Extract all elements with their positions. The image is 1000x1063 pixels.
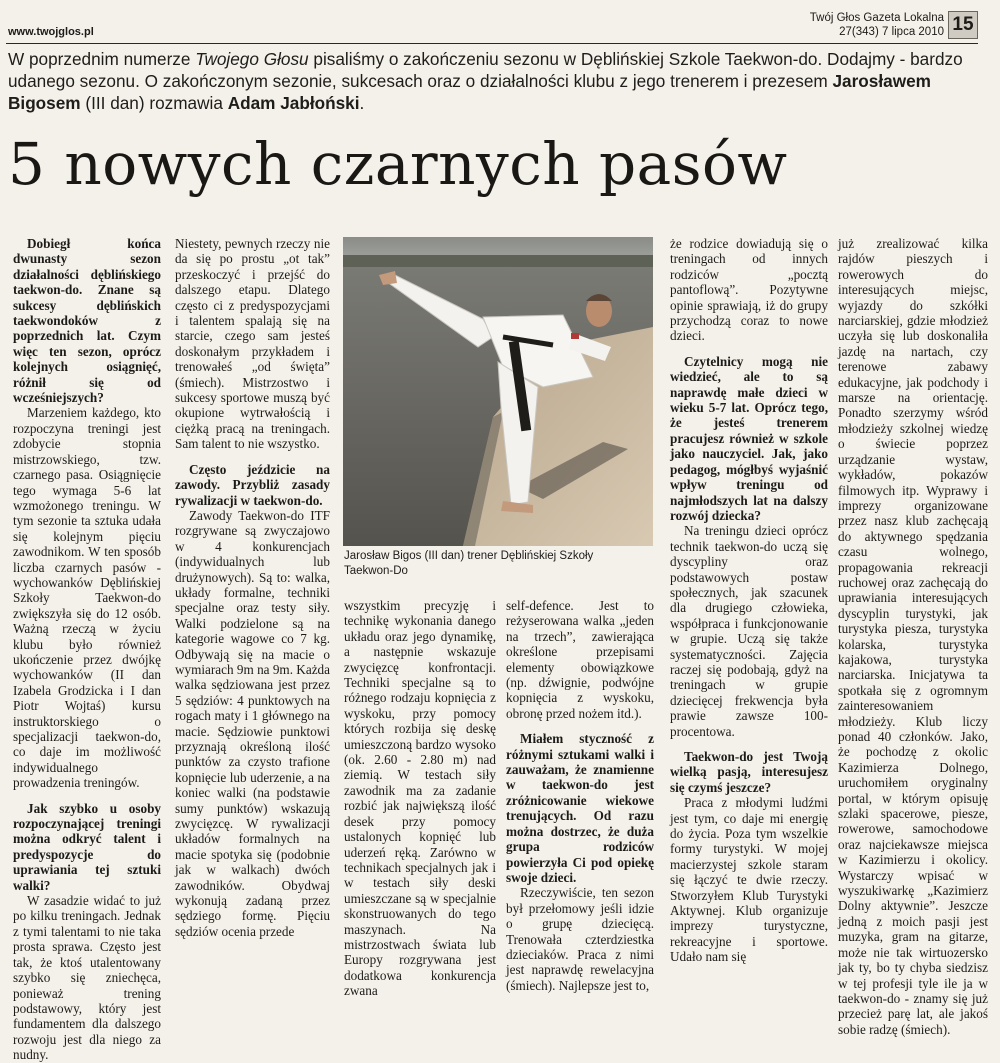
lead-text: pisaliśmy o zakończeniu sezonu w Dęblińskiej Szkole Taekwon-do. Dodajmy - bardzo udanego sezonu. O zakończonym sezonie, sukcesach oraz o działalności klubu z jego trenerem i prezesem [8,49,963,91]
lead-author: Adam Jabłoński [227,93,360,113]
text-column-3 [344,598,496,999]
lead-text: . [359,93,365,113]
question: Dobiegł końca dwunasty sezon działalności dęblińskiego taekwon-do. Znane są sukcesy dęblińskich taekwondoków z poprzednich lat. Czym więc ten sezon, oprócz kolejnych osiągnięć, różnił się od wcześniejszych? [13,236,161,406]
question: Często jeździcie na zawody. Przybliż zasady rywalizacji w taekwon-do. [175,461,330,508]
answer: Niestety, pewnych rzeczy nie da się po prostu „ot tak” przeskoczyć i przejść do dalszego etapu. Dlatego często ci z predyspozycjami i talentem spalają się na starcie, czego sam jesteś doskonałym przykładem i trenowałeś „od święta” (śmiech). Mistrzostwo i sukcesy sportowe muszą być okupione wytrwałością i ciężką pracą na treningach. Sam talent to nie wszystko. [175,236,330,452]
text-column-4 [506,598,654,993]
text-column-1 [13,236,161,1063]
answer: Na treningu dzieci oprócz technik taekwon-do uczą się dyscypliny oraz podstawowych postaw społecznych, jak szacunek dla drugiego człowieka, współpraca i funkcjonowanie w grupie. Uczą się także systematyczności. Zajęcia raczej się podobają, gdyż na treningach w grupie dziecięcej frekwencja była prawie zawsze 100-procentowa. [670,523,828,739]
lead-paper-name: Twojego Głosu [195,49,309,69]
photo-illustration [343,237,653,546]
karate-kick-photo [343,237,653,546]
answer: W zasadzie widać to już po kilku treningach. Jednak z tymi talentami to nie taka prosta sprawa. Często jest tak, że ktoś utalentowany szybko się zniechęca, ponieważ trening podstawowy, który jest fundamentem dla dalszego rozwoju jest dla niego za nudny. [13,893,161,1063]
article-headline: 5 nowych czarnych pasów [8,130,788,198]
page-number: 15 [948,11,978,39]
question: Miałem styczność z różnymi sztukami walki i zauważam, że znamienne w taekwon-do jest zróżnicowanie wiekowe trenujących. Od razu można dostrzec, że duża grupa rodziców powierzyła Ci pod opiekę swoje dzieci. [506,731,654,885]
answer: wszystkim precyzję i technikę wykonania danego układu oraz jego dynamikę, a następnie wskazuje zwycięzcę konfrontacji. Techniki specjalne są to różnego rodzaju kopnięcia z wyskoku, przy pomocy których rozbija się deskę umieszczoną bardzo wysoko (ok. 2.60 - 2.80 m) nad ziemią. W testach siły zawodnik ma za zadanie rozbić jak największą ilość desek przy pomocy ustalonych kopnięć lub uderzeń ręką. Zarówno w technikach specjalnych jak i w testach siły deski umieszczane są w specjalnie skonstruowanych do tego maszynach. Na mistrzostwach świata lub Europy rozgrywana jest dodatkowa konkurencja zwana [344,598,496,999]
text-column-6 [838,236,988,1037]
answer: już zrealizować kilka rajdów pieszych i rowerowych do interesujących miejsc, wyjazdy do szkółki narciarskiej, gdzie młodzież uczyła się lub doskonaliła jazdę na nartach, czy terenowe zabawy edukacyjne, jak podchody i marsze na orientację. Ponadto szerzymy wśród młodzieży szkolnej wiedzę o świecie poprzez urządzanie wystaw, wykładów, pokazów filmowych itp. Wyprawy i imprezy organizowane przez nasz klub zachęcają do aktywnego spędzania czasu wolnego, propagowania rekreacji ruchowej oraz zachęcają do uprawiania interesujących dyscyplin turystyki, jak turystyka piesza, turystyka kolarska, turystyka kajakowa, turystyka narciarska. Inicjatywa ta spotkała się z ogromnym zainteresowaniem młodzieży. Klub liczy ponad 40 członków. Jako, że pochodzę z okolic Kazimierza Dolnego, uruchomiłem oryginalny portal, w którym opisuję szlaki spacerowe, piesze, rowerowe, samochodowe oraz najciekawsze miejsca w Kazimierzu i okolicy. Wystarczy wpisać w wyszukiwarkę „Kazimierz Dolny aktywnie”. Jeszcze jedną z moich pasji jest muzyka, gram na gitarze, może nie tak wirtuozersko jak ty, bo ty chyba siedzisz w tej profesji tyle ile ja w taekwon-do - znamy się już przecież parę lat, ale jakoś sobie radzę (śmiech). [838,236,988,1037]
article-lead [8,48,983,114]
answer: Praca z młodymi ludźmi jest tym, co daje mi energię do życia. Poza tym wszelkie formy turystyki. W mojej macierzystej szkole staram się łączyć te dwie rzeczy. Stworzyłem Klub Turystyki Aktywnej. Klub organizuje imprezy turystyczne, rekreacyjne i sportowe. Udało nam się [670,795,828,965]
lead-text: W poprzednim numerze [8,49,196,69]
text-column-2 [175,236,330,939]
question: Jak szybko u osoby rozpoczynającej treningi można odkryć talent i predyspozycje do uprawiania tej sztuki walki? [13,800,161,893]
website-url: www.twojglos.pl [8,26,94,38]
publication-name: Twój Głos Gazeta Lokalna [809,12,944,24]
publication-info [810,11,944,39]
answer: Zawody Taekwon-do ITF rozgrywane są zwyczajowo w 4 konkurencjach (indywidualnych lub drużynowych). Są to: walka, układy formalne, techniki specjalne oraz testy siły. Walki podzielone są na kategorie wagowe co 7 kg. Odbywają się na macie o wymiarach 9m na 9m. Każda walka sędziowana jest przez 5 sędziów: 4 punktowych na rogach maty i 1 głównego na macie. Sędziowie punktowi przyznają określoną ilość punktów za czysto trafione kopnięcie lub uderzenie, a na koniec walki (na podstawie sumy punktów) wskazują zwycięzcę. W rywalizacji układów formalnych na macie spotyka się (podobnie jak w walkach) dwóch zawodników. Obydwaj wykonują zadaną przez sędziego formę. Pięciu sędziów ocenia przede [175,507,330,939]
header-divider [6,43,978,44]
text-column-5 [670,236,828,965]
lead-text: (III dan) rozmawia [80,93,228,113]
question: Czytelnicy mogą nie wiedzieć, ale to są naprawdę małe dzieci w wieku 5-7 lat. Oprócz tego, że jesteś trenerem pracujesz również w szkole jako nauczyciel. Jak, jako pedagog, mógłbyś wyjaśnić wpływ treningu od najmłodszych lat na dalszy rozwój dziecka? [670,353,828,523]
question: Taekwon-do jest Twoją wielką pasją, interesujesz się czymś jeszcze? [670,749,828,795]
lead-interviewee: Jarosławem Bigosem [8,71,931,113]
answer: że rodzice dowiadują się o treningach od innych rodziców „pocztą pantoflową”. Pozytywne opinie sprawiają, iż do grupy przychodzą coraz to nowe dzieci. [670,236,828,344]
answer: Marzeniem każdego, kto rozpoczyna treningi jest zdobycie stopnia mistrzowskiego, tzw. czarnego pasa. Osiągnięcie tego wymaga 5-6 lat wzmożonego treningu. W tym sezonie ta sztuka udała się kolejnym pięciu zawodnikom. W ten sposób liczba czarnych pasów - wychowanków Dęblińskiej Szkoły Taekwon-do zwiększyła się do 12 osób. Ważną rzeczą w życiu klubu było również ukończenie przez dwójkę wychowanków (II dan Izabela Grodzicka i I dan Piotr Wojtaś) kursu instruktorskiego o specjalizacji taekwon-do, co daje im możliwość indywidualnego prowadzenia treningów. [13,405,161,791]
issue-date: 27(343) 7 lipca 2010 [839,26,944,38]
answer: Rzeczywiście, ten sezon był przełomowy jeśli idzie o grupę dziecięcą. Trenowała czterdziestka dzieciaków. Praca z nimi jest naprawdę rewelacyjna (śmiech). Najlepsze jest to, [506,885,654,993]
answer: self-defence. Jest to reżyserowana walka „jeden na trzech”, zawierająca określone przepisami elementy obowiązkowe (np. dźwignie, podwójne kopnięcia z wyskoku, obronę przed nożem itd.). [506,598,654,721]
photo-caption: Jarosław Bigos (III dan) trener Dęblińskiej Szkoły Taekwon-Do [344,550,594,577]
